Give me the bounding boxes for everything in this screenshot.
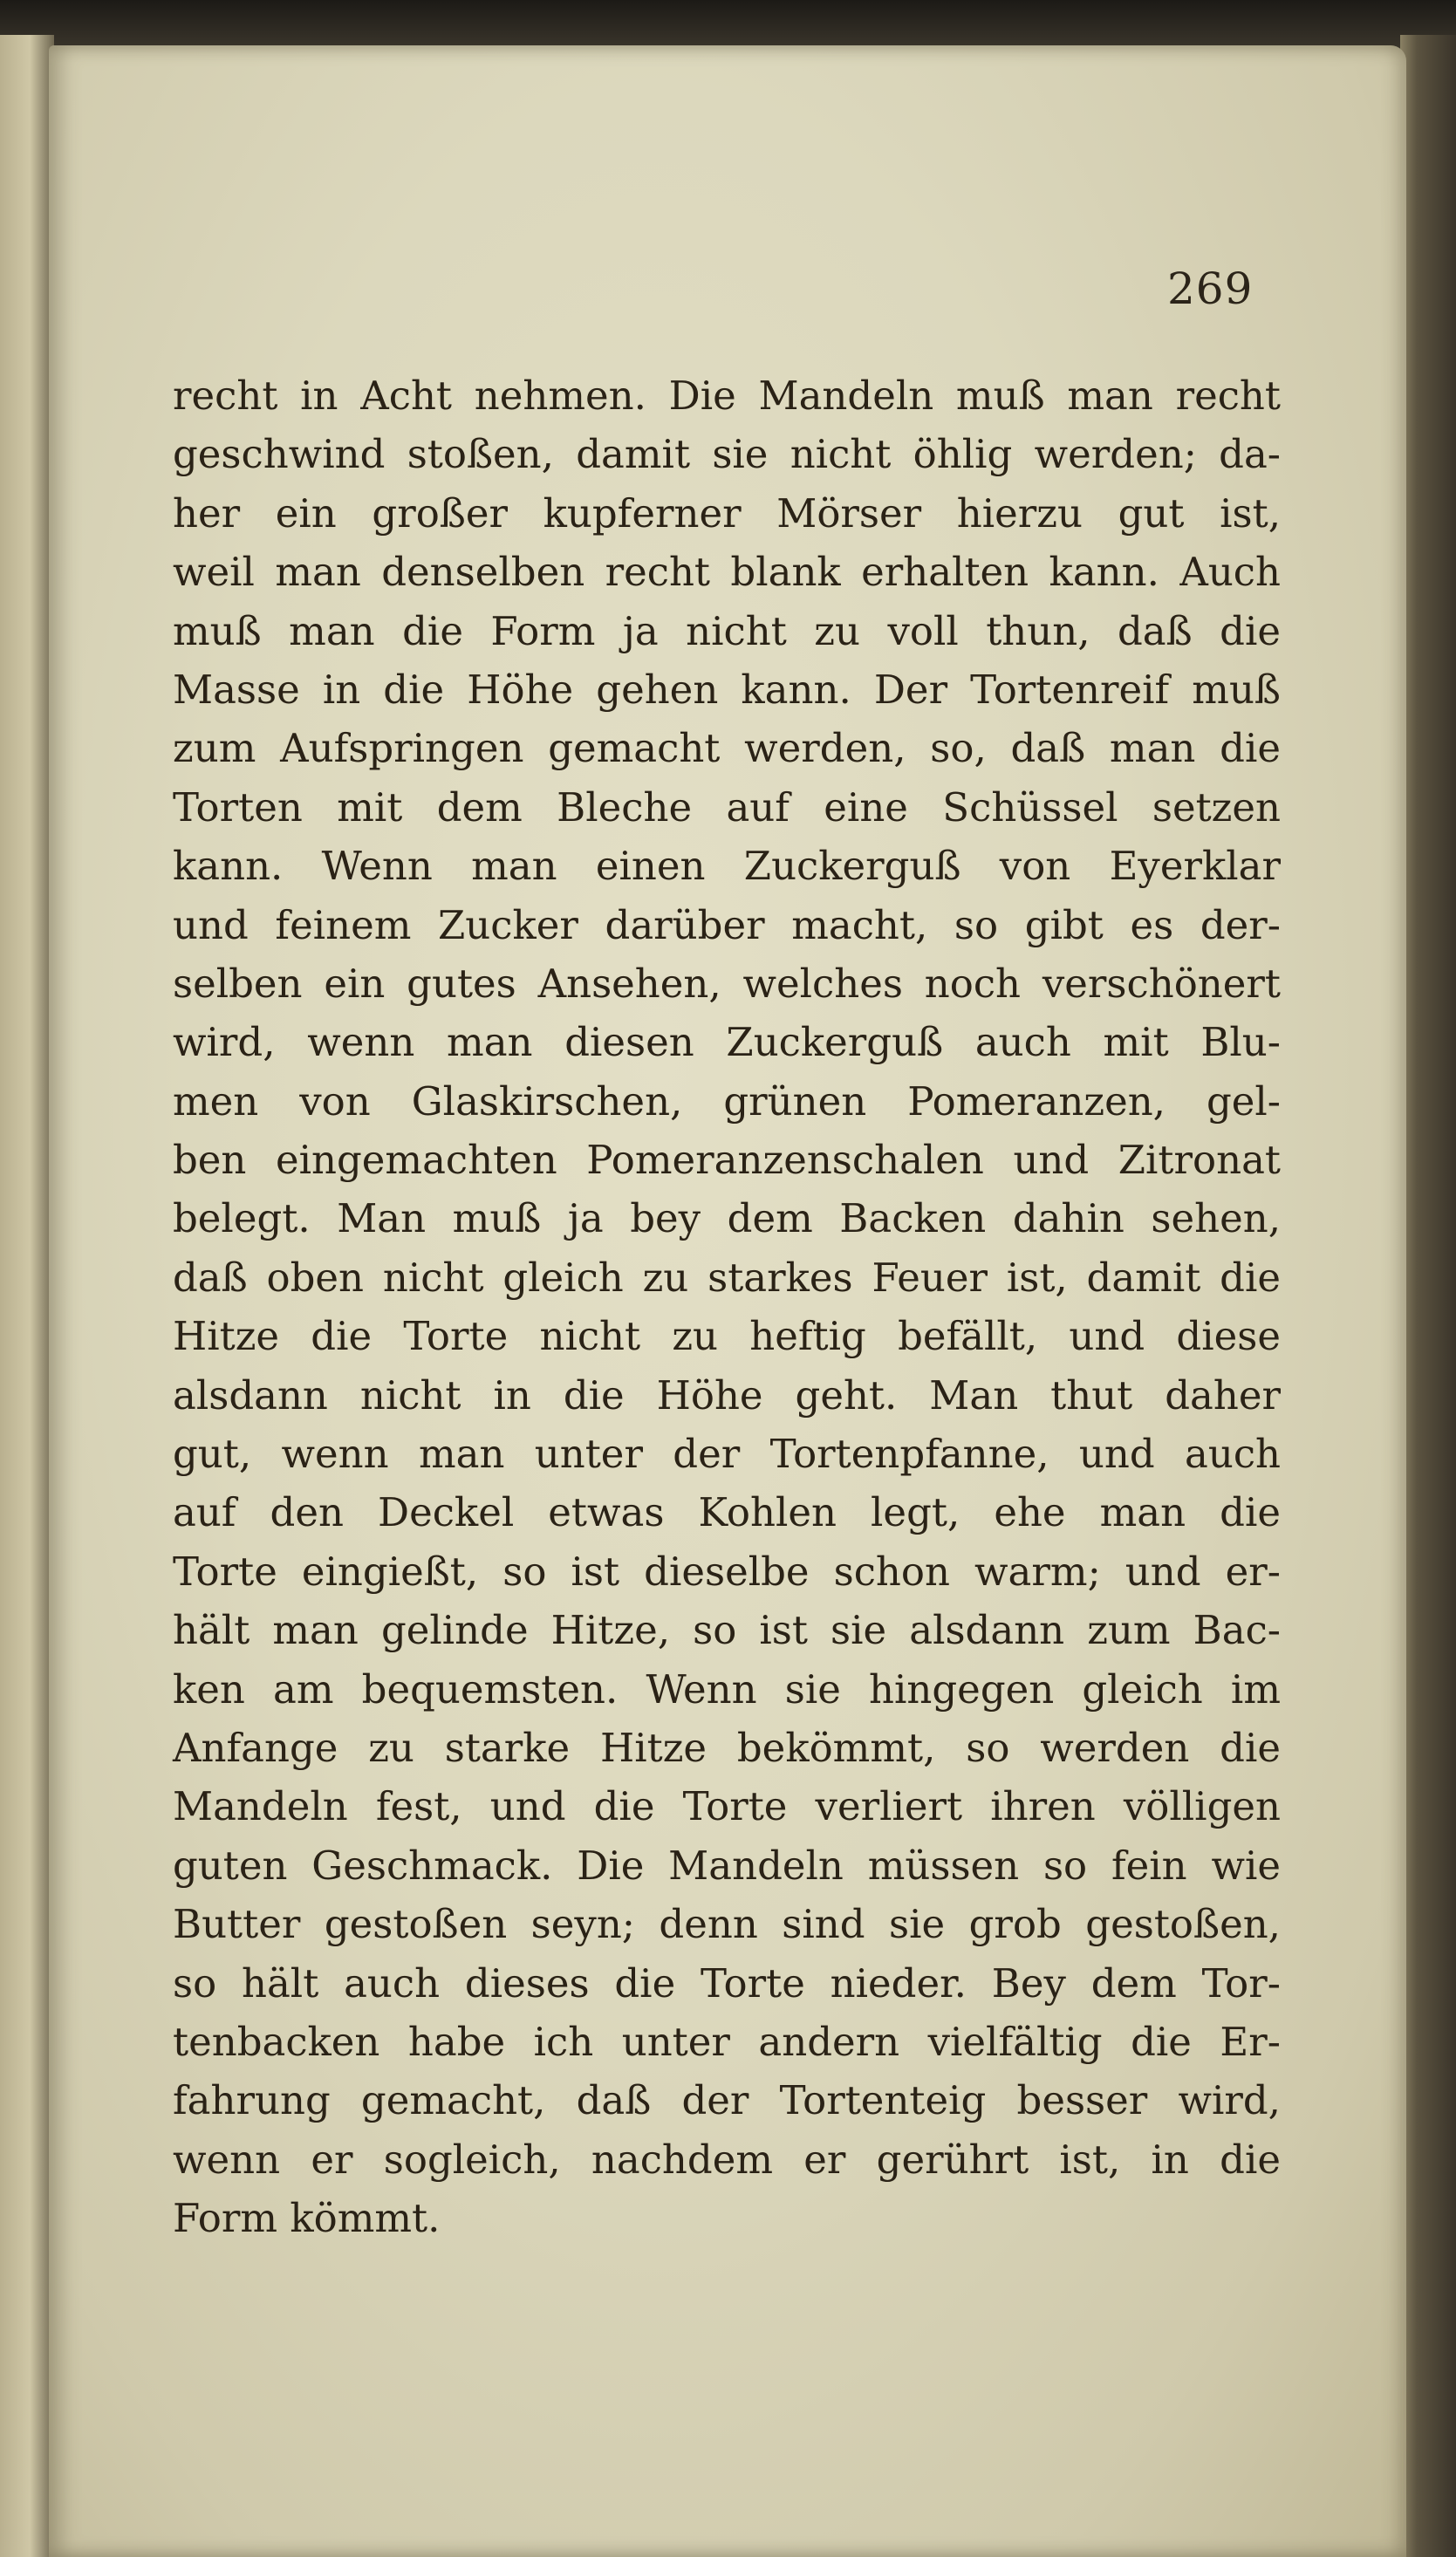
text-line: geschwind stoßen, damit sie nicht öhlig werden; da- [173, 431, 1281, 478]
text-line: Torten mit dem Bleche auf eine Schüssel setzen [173, 783, 1281, 831]
text-line: weil man denselben recht blank erhalten kann. Auch [173, 549, 1281, 596]
text-line: so hält auch dieses die Torte nieder. Bey dem Tor- [173, 1959, 1281, 2007]
text-line: alsdann nicht in die Höhe geht. Man thut daher [173, 1371, 1281, 1419]
text-line: zum Aufspringen gemacht werden, so, daß man die [173, 725, 1281, 772]
page-number: 269 [1167, 263, 1254, 314]
left-page-edge [0, 35, 54, 2557]
text-line: kann. Wenn man einen Zuckerguß von Eyerklar [173, 843, 1281, 890]
text-line: fahrung gemacht, daß der Tortenteig besser wird, [173, 2077, 1281, 2124]
text-line: men von Glaskirschen, grünen Pomeranzen, gel- [173, 1077, 1281, 1125]
text-line: selben ein gutes Ansehen, welches noch verschönert [173, 960, 1281, 1007]
book-spine-edge [1400, 35, 1456, 2557]
text-line: guten Geschmack. Die Mandeln müssen so fein wie [173, 1842, 1281, 1889]
text-line: Masse in die Höhe gehen kann. Der Tortenreif muß [173, 666, 1281, 713]
text-line: und feinem Zucker darüber macht, so gibt es der- [173, 901, 1281, 948]
text-line: tenbacken habe ich unter andern vielfältig die Er- [173, 2018, 1281, 2065]
text-line: muß man die Form ja nicht zu voll thun, daß die [173, 607, 1281, 654]
body-text [173, 366, 1281, 2248]
text-line: wenn er sogleich, nachdem er gerührt ist, in die [173, 2136, 1281, 2183]
text-line: ken am bequemsten. Wenn sie hingegen gleich im [173, 1665, 1281, 1713]
text-line: Torte eingießt, so ist dieselbe schon warm; und er- [173, 1548, 1281, 1595]
text-line: her ein großer kupferner Mörser hierzu gut ist, [173, 489, 1281, 537]
text-line: Mandeln fest, und die Torte verliert ihren völligen [173, 1783, 1281, 1830]
text-line: hält man gelinde Hitze, so ist sie alsdann zum Bac- [173, 1607, 1281, 1654]
text-line: Anfange zu starke Hitze bekömmt, so werden die [173, 1724, 1281, 1771]
text-line: ben eingemachten Pomeranzenschalen und Zitronat [173, 1137, 1281, 1184]
text-line: recht in Acht nehmen. Die Mandeln muß man recht [173, 373, 1281, 419]
text-line: auf den Deckel etwas Kohlen legt, ehe man die [173, 1489, 1281, 1536]
text-line: wird, wenn man diesen Zuckerguß auch mit Blu- [173, 1019, 1281, 1066]
book-page [49, 45, 1406, 2557]
text-line: Hitze die Torte nicht zu heftig befällt, und diese [173, 1313, 1281, 1360]
scan-top-border [0, 0, 1456, 49]
text-line: Form kömmt. [173, 2195, 441, 2242]
text-line: daß oben nicht gleich zu starkes Feuer ist, damit die [173, 1254, 1281, 1301]
text-line: Butter gestoßen seyn; denn sind sie grob gestoßen, [173, 1901, 1281, 1948]
text-line: belegt. Man muß ja bey dem Backen dahin sehen, [173, 1195, 1281, 1242]
text-line: gut, wenn man unter der Tortenpfanne, und auch [173, 1431, 1281, 1478]
